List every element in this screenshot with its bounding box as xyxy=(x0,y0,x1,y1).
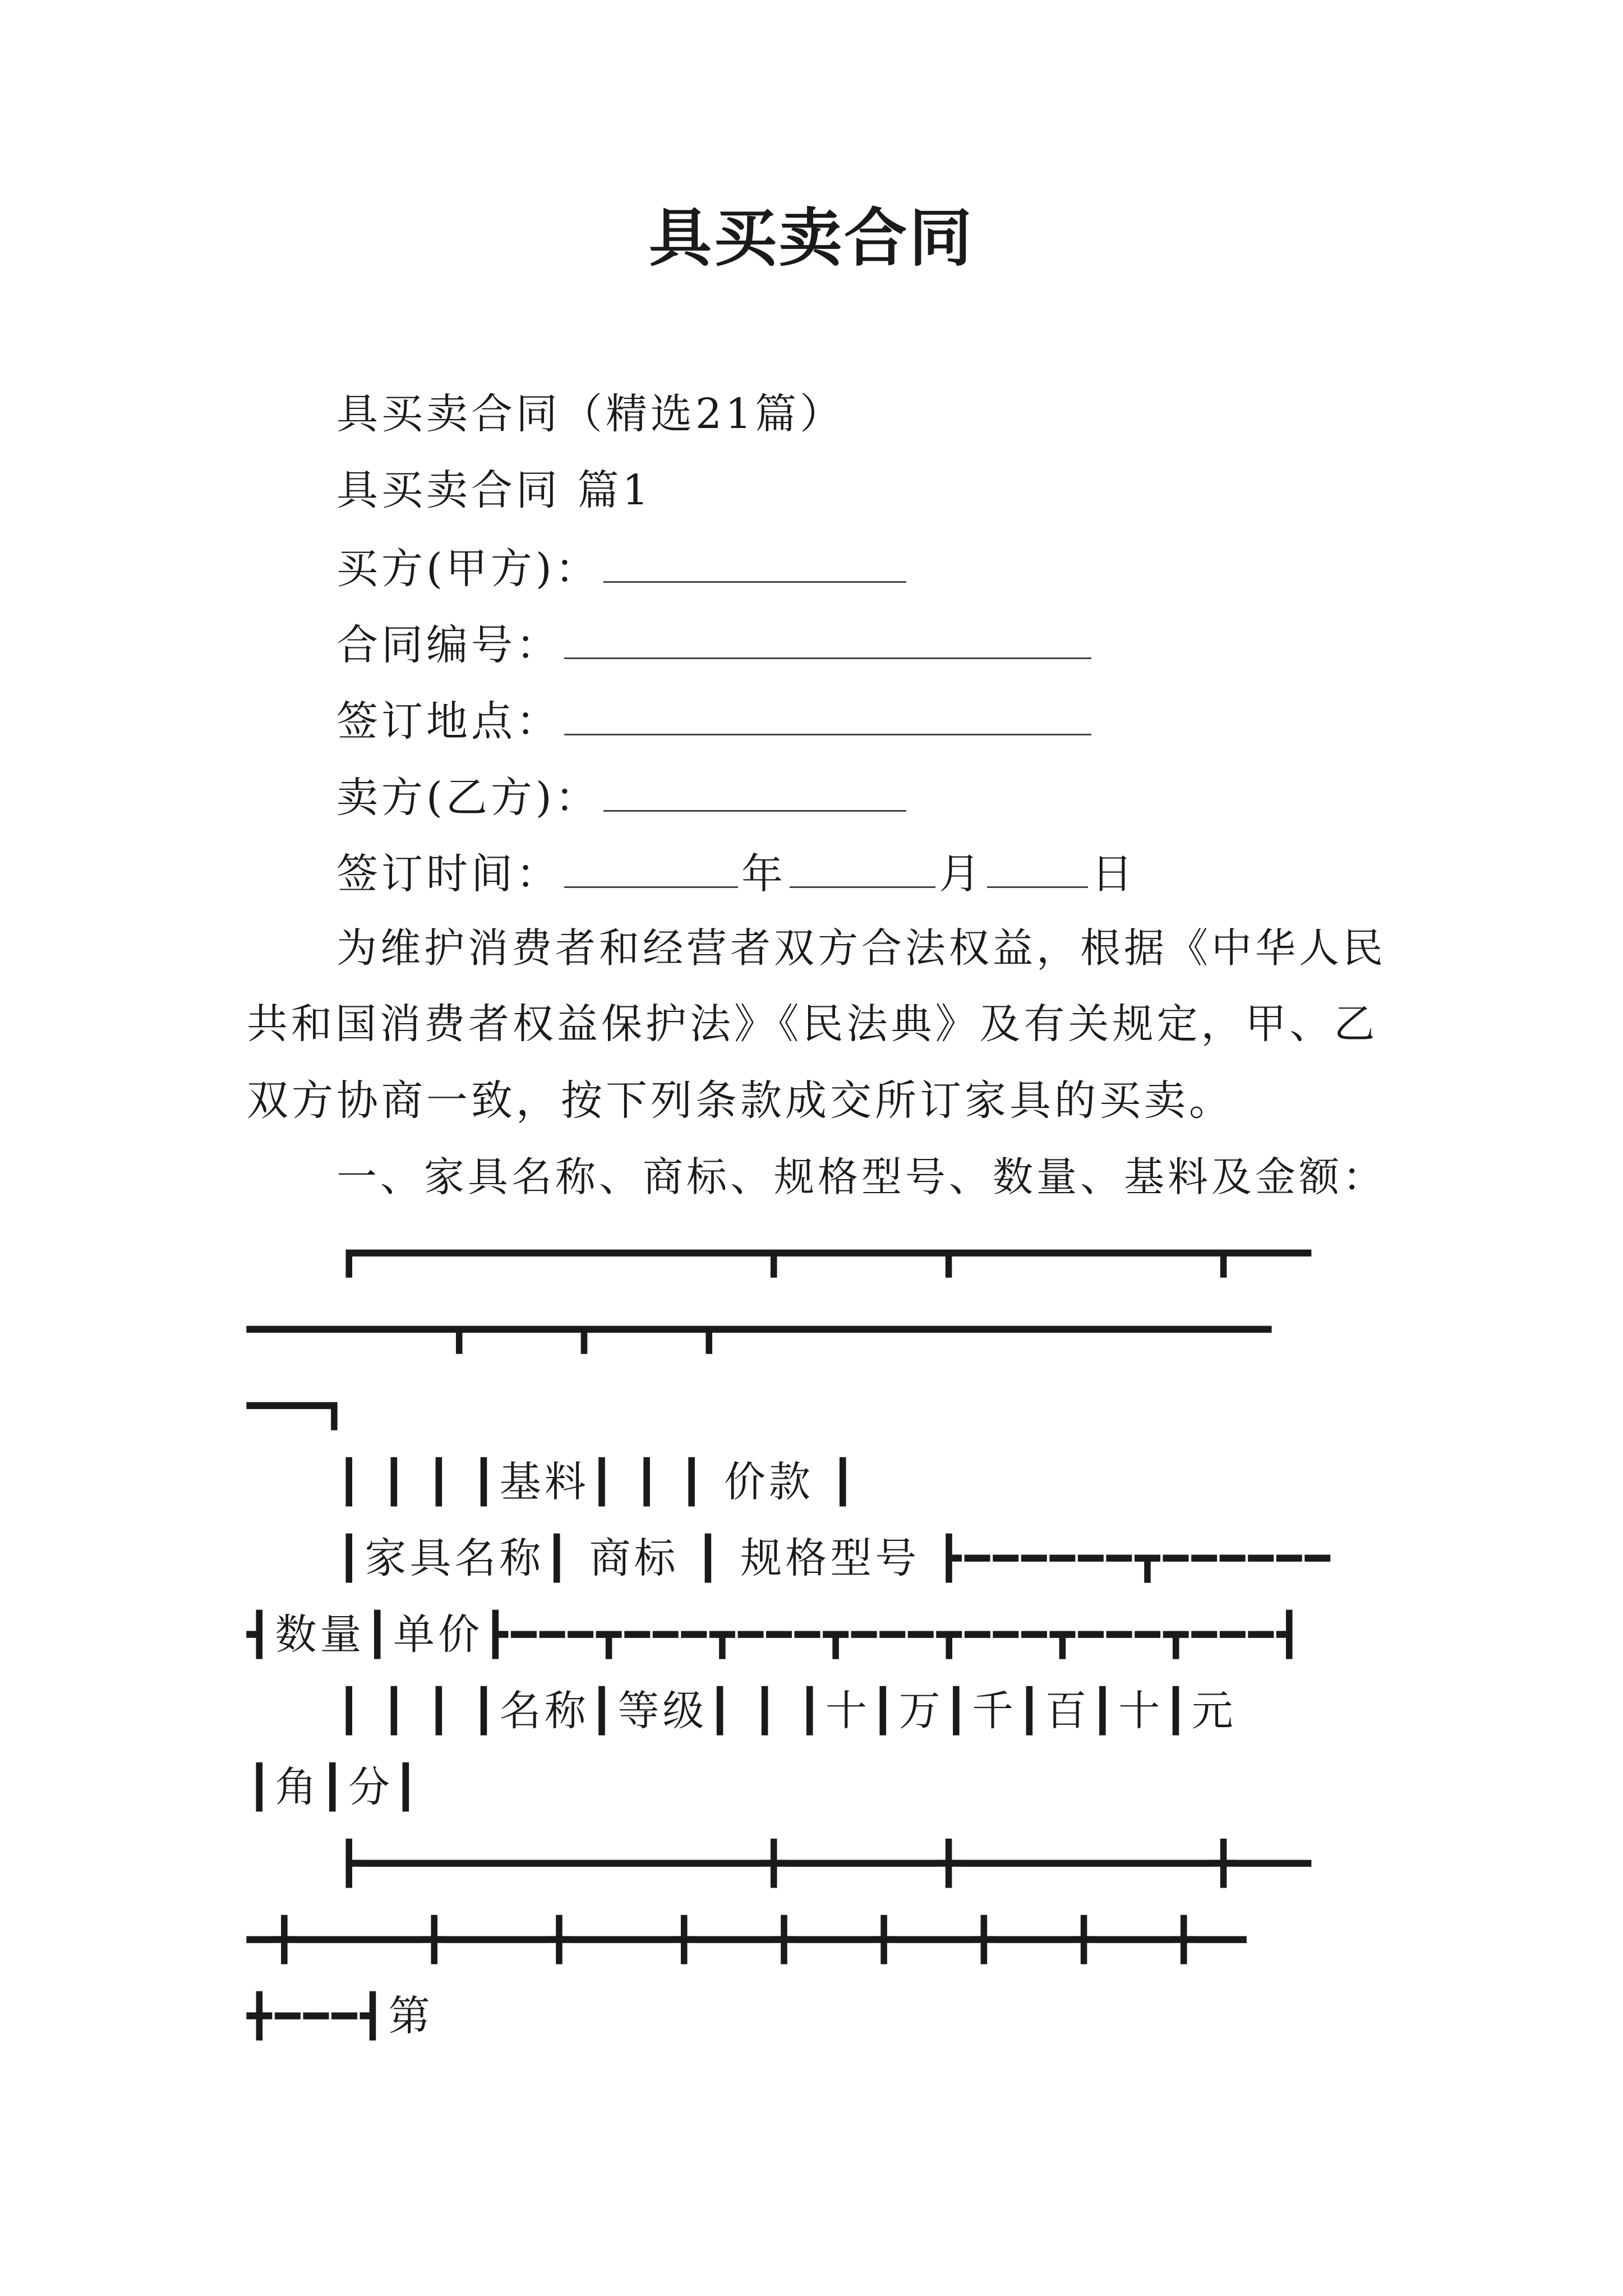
table-line-2: ━━━━━━━━┳━━━━┳━━━━┳━━━━━━━━━━━━━━━━━━━━━━ xyxy=(247,1305,1271,1354)
table-line-3: ━━━┓ xyxy=(247,1382,347,1430)
heading-selection: 具买卖合同（精选21篇） xyxy=(336,390,845,438)
seller-line xyxy=(336,769,910,825)
sign-place-blank xyxy=(564,692,1091,735)
seller-label: 卖方(乙方)： xyxy=(336,774,600,822)
sign-time-day: 日 xyxy=(1091,850,1136,898)
sign-year-blank xyxy=(564,845,738,888)
table-line-10: ━╋━━━━━╋━━━━╋━━━━╋━━━╋━━━╋━━━╋━━━╋━━━╋━━ xyxy=(247,1916,1247,1964)
contract-no-label: 合同编号： xyxy=(336,621,561,669)
paragraph1-line3: 双方协商一致，按下列条款成交所订家具的买卖。 xyxy=(247,1076,1234,1125)
table-line-1: ┏━━━━━━━━━━━━━━━━┳━━━━━━┳━━━━━━━━━━┳━━━ xyxy=(336,1229,1311,1277)
contract-no-line xyxy=(336,616,1095,672)
seller-blank xyxy=(603,769,906,812)
sign-time-year: 年 xyxy=(741,850,786,898)
buyer-label: 买方(甲方)： xyxy=(336,545,600,593)
section1-heading: 一、家具名称、商标、规格型号、数量、基料及金额： xyxy=(336,1153,1387,1200)
sign-time-month: 月 xyxy=(939,850,984,898)
table-line-11: ╋━━━┫第 xyxy=(247,1992,434,2040)
buyer-blank xyxy=(603,540,906,583)
document-title: 具买卖合同 xyxy=(649,201,974,275)
table-line-8: ┃角┃分┃ xyxy=(247,1763,422,1811)
sign-day-blank xyxy=(987,845,1088,888)
sign-month-blank xyxy=(790,845,935,888)
table-line-7: ┃ ┃ ┃ ┃名称┃等级┃ ┃ ┃十┃万┃千┃百┃十┃元 xyxy=(336,1687,1237,1735)
paragraph1-line1: 为维护消费者和经营者双方合法权益，根据《中华人民 xyxy=(336,924,1387,972)
table-line-9: ┣━━━━━━━━━━━━━━━━╋━━━━━━╋━━━━━━━━━━╋━━━ xyxy=(336,1839,1311,1888)
table-line-4: ┃ ┃ ┃ ┃基料┃ ┃ ┃ 价款 ┃ xyxy=(336,1458,859,1506)
buyer-line xyxy=(336,540,910,596)
table-line-6: ┫数量┃单价┣━━━┳━━━┳━━━┳━━━┳━━━┳━━━┳━━━┫ xyxy=(247,1611,1306,1659)
heading-part1: 具买卖合同 篇1 xyxy=(336,466,652,514)
contract-no-blank xyxy=(564,616,1091,659)
sign-time-label: 签订时间： xyxy=(336,850,561,898)
sign-time-line xyxy=(336,845,1136,901)
table-line-5: ┃家具名称┃ 商标 ┃ 规格型号 ┣━━━━━━┳━━━━━━ xyxy=(336,1534,1334,1582)
sign-place-label: 签订地点： xyxy=(336,697,561,746)
paragraph1-line2: 共和国消费者权益保护法》《民法典》及有关规定，甲、乙 xyxy=(247,1000,1378,1048)
sign-place-line xyxy=(336,692,1095,748)
